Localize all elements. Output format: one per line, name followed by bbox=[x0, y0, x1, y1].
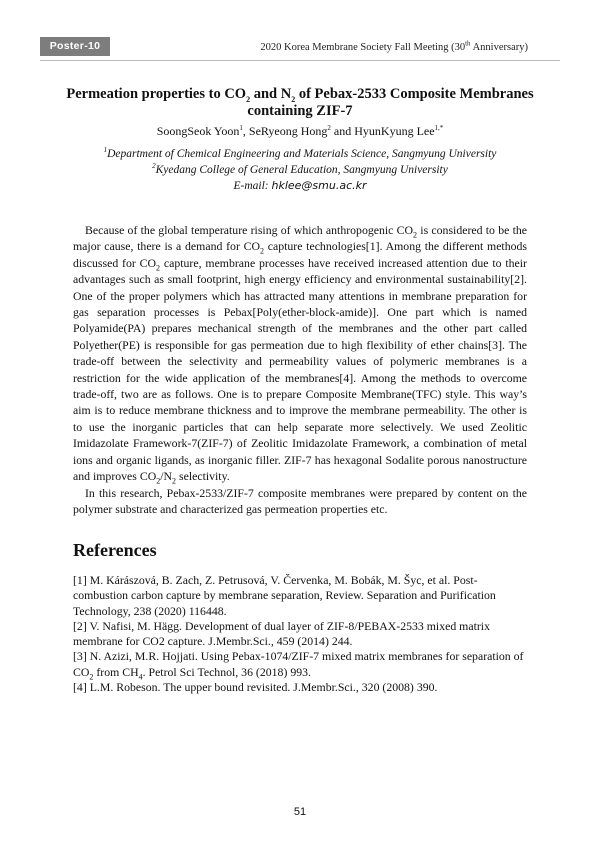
reference-item: [3] N. Azizi, M.R. Hojjati. Using Pebax-1074/ZIF-7 mixed matrix membranes for separation of $CO_2$ from $CH_4$. Petrol Sci Technol, 36 (2018) 993. bbox=[73, 649, 524, 682]
poster-badge: Poster-10 bbox=[40, 37, 110, 56]
email-address[interactable]: hklee@smu.ac.kr bbox=[271, 179, 367, 192]
reference-item: [4] L.M. Robeson. The upper bound revisited. J.Membr.Sci., 320 (2008) 390. bbox=[73, 680, 438, 695]
affiliation-2: $^2$Kyedang College of General Education, Sangmyung University bbox=[152, 161, 448, 176]
reference-item: [2] V. Nafisi, M. Hägg. Development of dual layer of ZIF-8/PEBAX-2533 mixed matrix membrane for CO2 capture. J.Membr.Sci., 459 (2014) 244. bbox=[73, 618, 490, 649]
references-heading: References bbox=[73, 540, 157, 560]
header-rule bbox=[40, 60, 560, 61]
author-list: SoongSeok Yoon$^1$, SeRyeong Hong$^2$ and HyunKyung Lee$^{1,*}$ bbox=[156, 124, 444, 138]
conference-name bbox=[260, 39, 528, 53]
affiliation-1: $^1$Department of Chemical Engineering and Materials Science, Sangmyung University bbox=[103, 146, 497, 160]
email-line bbox=[40, 178, 560, 195]
references-list bbox=[73, 573, 527, 695]
abstract-paragraph-1: Because of the global temperature rising of which anthropogenic $CO_2$ is considered to be the major cause, there is a demand for $CO_2$ capture technologies[1]. Among the different methods discussed for $CO_2$ capture, membrane processes have received increased attention due to their advantages such as small footprint, high energy efficiency and environmental sustainability[2]. One of the proper polymers which has attracted many attentions in membrane preparation for gas separation processes is Pebax[Poly(ether-block-amide)]. One part which is named Polyamide(PA) prepares mechanical strength of the membranes and the other part called Polyether(PE) is responsible for gas permeation due to high flexibility of ether chains[3]. The trade-off between the selectivity and permeability values of polymeric membranes is a restriction for the wide application of the membranes[4]. Among the methods to overcome trade-off, two are as follows. One is to prepare Composite Membrane(TFC) style. This way’s aim is to reduce membrane thickness and to improve the membrane permeability. The other is to use the inorganic particles that can help separate more selectively. We used Zeolitic Imidazolate Framework-7(ZIF-7) of Zeolitic Imidazolate Framework, a combination of metal ions and organic ligands, as inorganic filler. ZIF-7 has hexagonal Sodalite porous nanostructure and improves $CO_2/N_2$ selectivity. bbox=[73, 223, 528, 486]
page-number: 51 bbox=[293, 806, 307, 818]
affiliations bbox=[40, 147, 560, 195]
email-label: E-mail: bbox=[233, 180, 269, 192]
conference-text: 2020 Korea Membrane Society Fall Meeting (30th Anniversary) bbox=[260, 39, 528, 53]
reference-item: [1] M. Kárászová, B. Zach, Z. Petrusová, V. Červenka, M. Bobák, M. Šyc, et al. Post-combustion carbon capture by membrane separation, Review. Separation and Purification Technology, 238 (2020) 116448. bbox=[73, 573, 496, 618]
abstract bbox=[73, 222, 527, 517]
paper-title: Permeation properties to $CO_2$ and $N_2$ of Pebax-2533 Composite Membranes containing ZIF-7 bbox=[66, 86, 534, 119]
abstract-paragraph-2: In this research, Pebax-2533/ZIF-7 composite membranes were prepared by content on the polymer substrate and characterized gas permeation properties etc. bbox=[73, 485, 527, 516]
